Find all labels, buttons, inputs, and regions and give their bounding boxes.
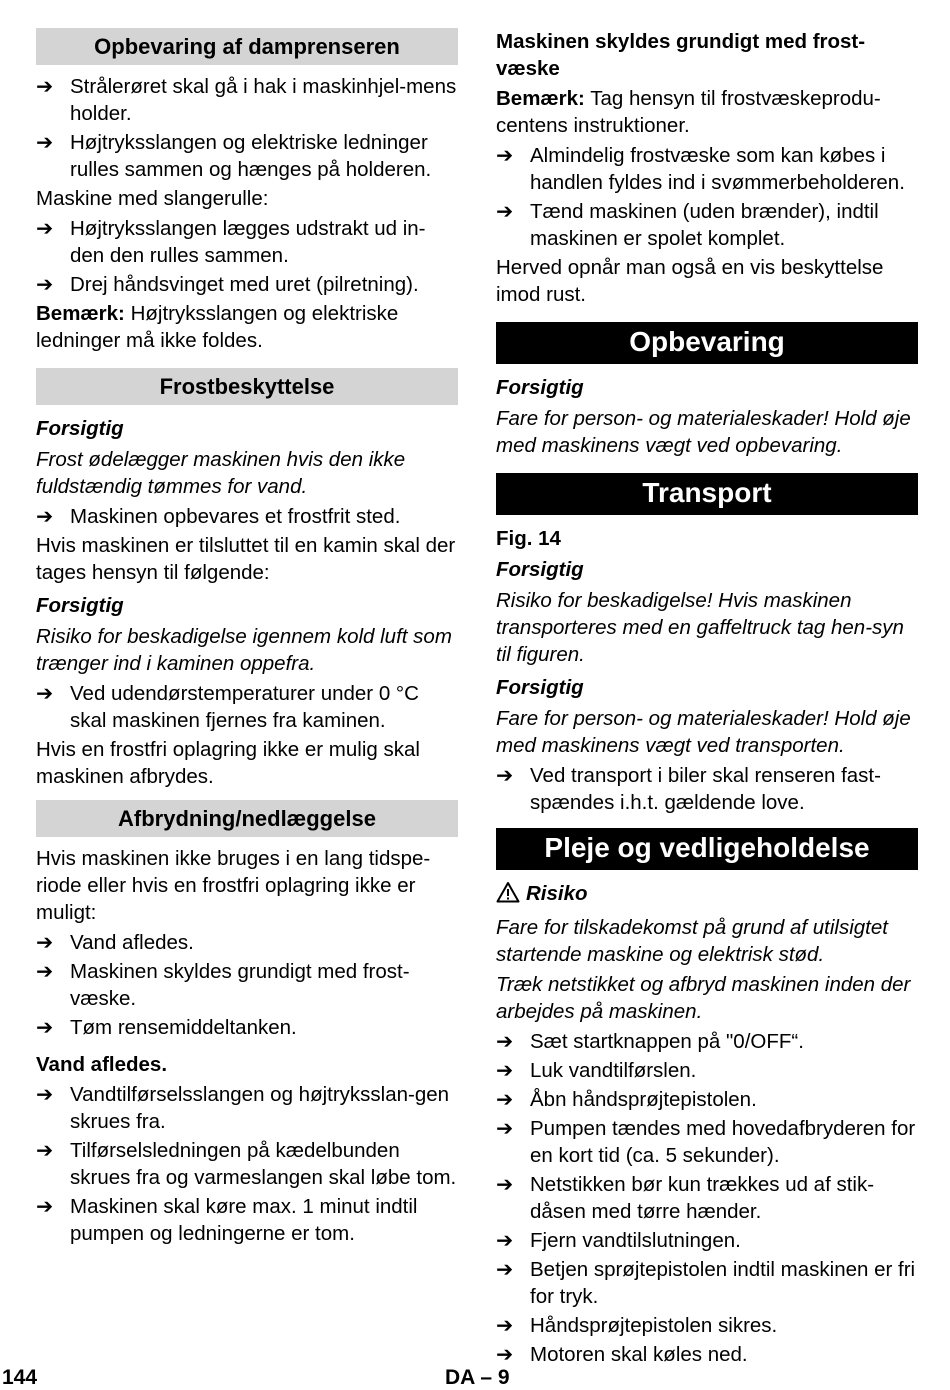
arrow-right-icon: ➔ bbox=[36, 217, 54, 240]
caution-title: Forsigtig bbox=[496, 558, 584, 581]
list-item-text: Åbn håndsprøjtepistolen. bbox=[530, 1088, 757, 1111]
list-item-text: Sæt startknappen på "0/OFF“. bbox=[530, 1030, 804, 1053]
list-item bbox=[496, 1227, 918, 1254]
list-item bbox=[36, 958, 458, 1012]
heading-frostbeskyttelse: Frostbeskyttelse bbox=[36, 368, 458, 405]
slangerulle-label: Maskine med slangerulle: bbox=[36, 187, 269, 210]
list-frostvaeske bbox=[496, 142, 918, 252]
list-item-text: Maskinen skal køre max. 1 minut indtil pumpen og ledningerne er tom. bbox=[70, 1195, 418, 1245]
afbryd-paragraph: Hvis maskinen ikke bruges i en lang tidspe-riode eller hvis en frostfri oplagring ikke er muligt: bbox=[36, 847, 431, 924]
list-item-text: Tilførselsledningen på kædelbunden skrues fra og varmeslangen skal løbe tom. bbox=[70, 1139, 457, 1189]
caution-title: Forsigtig bbox=[496, 676, 584, 699]
list-item bbox=[496, 1028, 918, 1055]
arrow-right-icon: ➔ bbox=[496, 1229, 514, 1252]
list-item bbox=[496, 762, 918, 816]
list-item bbox=[36, 680, 458, 734]
arrow-right-icon: ➔ bbox=[496, 1059, 514, 1082]
list-item bbox=[36, 503, 458, 530]
caution-text: Frost ødelægger maskinen hvis den ikke fuldstændig tømmes for vand. bbox=[36, 448, 406, 498]
note-text: Højtryksslangen og elektriske ledninger må ikke foldes. bbox=[36, 302, 399, 352]
list-item bbox=[496, 198, 918, 252]
list-item bbox=[496, 1341, 918, 1368]
risk-text-1: Fare for tilskadekomst på grund af utilsigtet startende maskine og elektrisk stød. bbox=[496, 916, 888, 966]
arrow-right-icon: ➔ bbox=[36, 131, 54, 154]
list-item-text: Maskinen skyldes grundigt med frost-væske. bbox=[70, 960, 410, 1010]
list-item-text: Ved transport i biler skal renseren fast-spændes i.h.t. gældende love. bbox=[530, 764, 881, 814]
caution-title: Forsigtig bbox=[36, 417, 124, 440]
arrow-right-icon: ➔ bbox=[36, 1016, 54, 1039]
arrow-right-icon: ➔ bbox=[496, 200, 514, 223]
list-transport bbox=[496, 762, 918, 816]
frost-note-paragraph bbox=[496, 85, 918, 139]
figure-label: Fig. 14 bbox=[496, 527, 561, 550]
arrow-right-icon: ➔ bbox=[36, 505, 54, 528]
caution-title: Forsigtig bbox=[36, 594, 124, 617]
list-item bbox=[36, 215, 458, 269]
caution-text: Fare for person- og materialeskader! Hold øje med maskinens vægt ved opbevaring. bbox=[496, 407, 911, 457]
note-paragraph bbox=[36, 300, 458, 354]
list-item bbox=[36, 1081, 458, 1135]
heading-pleje: Pleje og vedligeholdelse bbox=[496, 828, 918, 870]
list-item-text: Håndsprøjtepistolen sikres. bbox=[530, 1314, 778, 1337]
list-item-text: Motoren skal køles ned. bbox=[530, 1343, 748, 1366]
arrow-right-icon: ➔ bbox=[36, 960, 54, 983]
subheading-vand-afledes: Vand afledes. bbox=[36, 1053, 168, 1076]
risk-title: Risiko bbox=[526, 882, 588, 905]
warning-triangle-icon bbox=[496, 881, 520, 910]
list-item bbox=[496, 1171, 918, 1225]
arrow-right-icon: ➔ bbox=[36, 1083, 54, 1106]
arrow-right-icon: ➔ bbox=[496, 1258, 514, 1281]
list-item-text: Almindelig frostvæske som kan købes i handlen fyldes ind i svømmerbeholderen. bbox=[530, 144, 905, 194]
list-vand bbox=[36, 1081, 458, 1247]
arrow-right-icon: ➔ bbox=[36, 75, 54, 98]
arrow-right-icon: ➔ bbox=[36, 273, 54, 296]
arrow-right-icon: ➔ bbox=[496, 1343, 514, 1366]
heading-opbevaring-damprenseren: Opbevaring af damprenseren bbox=[36, 28, 458, 65]
list-frost-1 bbox=[36, 503, 458, 530]
right-column bbox=[496, 28, 918, 1370]
left-column bbox=[36, 28, 458, 1249]
list-item bbox=[496, 1115, 918, 1169]
arrow-right-icon: ➔ bbox=[496, 764, 514, 787]
list-item bbox=[496, 1312, 918, 1339]
rust-paragraph: Herved opnår man også en vis beskyttelse imod rust. bbox=[496, 256, 884, 306]
caution-title: Forsigtig bbox=[496, 376, 584, 399]
list-item bbox=[36, 73, 458, 127]
caution-text: Risiko for beskadigelse! Hvis maskinen transporteres med en gaffeltruck tag hen-syn til figuren. bbox=[496, 589, 904, 666]
list-item-text: Fjern vandtilslutningen. bbox=[530, 1229, 741, 1252]
arrow-right-icon: ➔ bbox=[496, 1117, 514, 1140]
arrow-right-icon: ➔ bbox=[496, 144, 514, 167]
risk-text-2: Træk netstikket og afbryd maskinen inden der arbejdes på maskinen. bbox=[496, 973, 911, 1023]
arrow-right-icon: ➔ bbox=[496, 1030, 514, 1053]
note-label: Bemærk: bbox=[36, 302, 125, 325]
list-item-text: Betjen sprøjtepistolen indtil maskinen er fri for tryk. bbox=[530, 1258, 916, 1308]
caution-text: Fare for person- og materialeskader! Hold øje med maskinens vægt ved transporten. bbox=[496, 707, 911, 757]
list-item bbox=[36, 271, 458, 298]
heading-afbrydning: Afbrydning/nedlæggelse bbox=[36, 800, 458, 837]
list-item-text: Højtryksslangen og elektriske ledninger rulles sammen og hænges på holderen. bbox=[70, 131, 432, 181]
list-item bbox=[36, 1193, 458, 1247]
list-item bbox=[496, 1086, 918, 1113]
list-item-text: Maskinen opbevares et frostfrit sted. bbox=[70, 505, 401, 528]
list-slangerulle bbox=[36, 215, 458, 298]
list-item-text: Tøm rensemiddeltanken. bbox=[70, 1016, 297, 1039]
list-item-text: Tænd maskinen (uden brænder), indtil maskinen er spolet komplet. bbox=[530, 200, 879, 250]
list-afbryd bbox=[36, 929, 458, 1041]
list-item-text: Vand afledes. bbox=[70, 931, 194, 954]
caution-text: Risiko for beskadigelse igennem kold luft som trænger ind i kaminen oppefra. bbox=[36, 625, 452, 675]
list-item-text: Vandtilførselsslangen og højtryksslan-gen skrues fra. bbox=[70, 1083, 450, 1133]
list-item-text: Ved udendørstemperaturer under 0 °C skal maskinen fjernes fra kaminen. bbox=[70, 682, 419, 732]
list-item bbox=[496, 1057, 918, 1084]
heading-opbevaring: Opbevaring bbox=[496, 322, 918, 364]
list-item-text: Drej håndsvinget med uret (pilretning). bbox=[70, 273, 419, 296]
arrow-right-icon: ➔ bbox=[36, 682, 54, 705]
arrow-right-icon: ➔ bbox=[36, 931, 54, 954]
list-item-text: Pumpen tændes med hovedafbryderen for en kort tid (ca. 5 sekunder). bbox=[530, 1117, 916, 1167]
list-opbevaring bbox=[36, 73, 458, 183]
list-item-text: Strålerøret skal gå i hak i maskinhjel-mens holder. bbox=[70, 75, 457, 125]
list-item-text: Luk vandtilførslen. bbox=[530, 1059, 697, 1082]
list-item-text: Højtryksslangen lægges udstrakt ud in-den den rulles sammen. bbox=[70, 217, 426, 267]
note-text: Tag hensyn til frostvæskeprodu-centens instruktioner. bbox=[496, 87, 881, 137]
page-number: 144 bbox=[2, 1366, 38, 1389]
list-item bbox=[36, 929, 458, 956]
list-pleje bbox=[496, 1028, 918, 1368]
note-label: Bemærk: bbox=[496, 87, 585, 110]
section-label: DA – 9 bbox=[445, 1366, 510, 1389]
arrow-right-icon: ➔ bbox=[496, 1088, 514, 1111]
frost-paragraph-2: Hvis en frostfri oplagring ikke er mulig skal maskinen afbrydes. bbox=[36, 738, 420, 788]
risk-title-row bbox=[496, 880, 918, 910]
list-item bbox=[36, 1137, 458, 1191]
list-item bbox=[36, 129, 458, 183]
list-item bbox=[496, 142, 918, 196]
arrow-right-icon: ➔ bbox=[36, 1195, 54, 1218]
arrow-right-icon: ➔ bbox=[496, 1314, 514, 1337]
frost-paragraph-1: Hvis maskinen er tilsluttet til en kamin skal der tages hensyn til følgende: bbox=[36, 534, 456, 584]
list-frost-2 bbox=[36, 680, 458, 734]
heading-transport: Transport bbox=[496, 473, 918, 515]
list-item-text: Netstikken bør kun trækkes ud af stik-dåsen med tørre hænder. bbox=[530, 1173, 875, 1223]
arrow-right-icon: ➔ bbox=[496, 1173, 514, 1196]
arrow-right-icon: ➔ bbox=[36, 1139, 54, 1162]
list-item bbox=[36, 1014, 458, 1041]
list-item bbox=[496, 1256, 918, 1310]
subheading-frostvaeske: Maskinen skyldes grundigt med frost-væske bbox=[496, 30, 866, 80]
